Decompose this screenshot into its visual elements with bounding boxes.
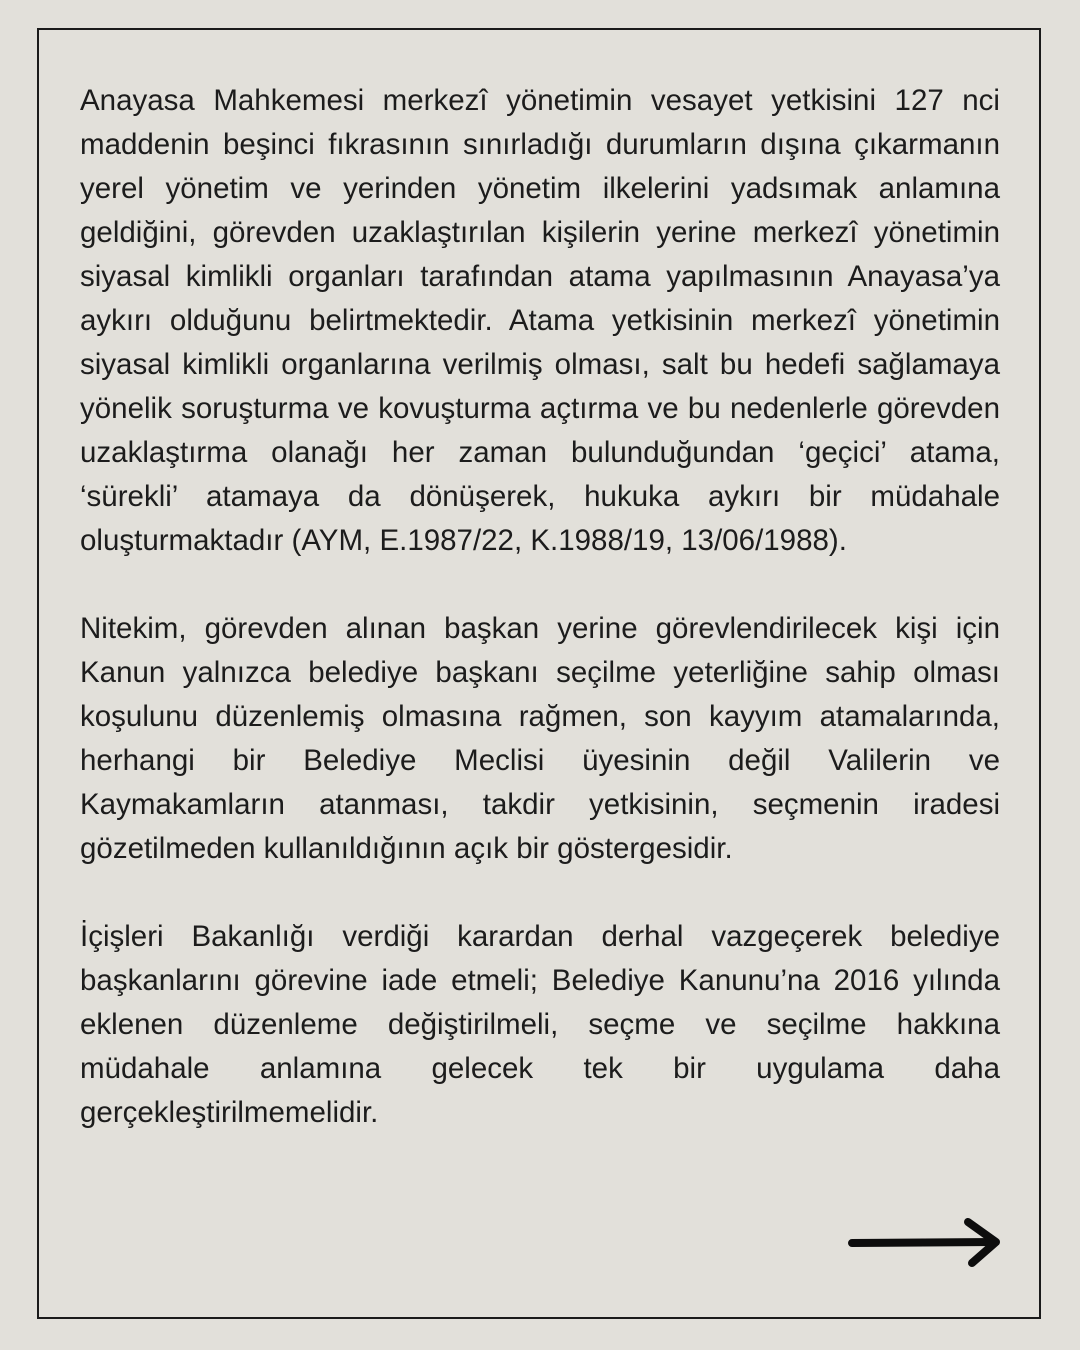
paragraph-trustee-appointments: Nitekim, görevden alınan başkan yerine görevlendirilecek kişi için Kanun yalnızca belediye başkanı seçilme yeterliğine sahip olması koşulunu düzenlemiş olmasına rağmen, son kayyım atamalarında, herhangi bir Belediye Meclisi üyesinin değil Valilerin ve Kaymakamların atanması, takdir yetkisinin, seçmenin iradesi gözetilmeden kullanıldığının açık bir göstergesidir. <box>80 612 1000 865</box>
arrow-right-icon[interactable] <box>846 1214 1006 1270</box>
paragraph-constitutional-court: Anayasa Mahkemesi merkezî yönetimin vesayet yetkisini 127 nci maddenin beşinci fıkrasının sınırladığı durumların dışına çıkarmanın yerel yönetim ve yerinden yönetim ilkelerini yadsımak anlamına geldiğini, görevden uzaklaştırılan kişilerin yerine merkezî yönetimin siyasal kimlikli organları tarafından atama yapılmasının Anayasa’ya aykırı olduğunu belirtmektedir. Atama yetkisinin merkezî yönetimin siyasal kimlikli organlarına verilmiş olması, salt bu hedefi sağlamaya yönelik soruşturma ve kovuşturma açtırma ve bu nedenlerle görevden uzaklaştırma olanağı her zaman bulunduğundan ‘geçici’ atama, ‘sürekli’ atamaya da dönüşerek, hukuka aykırı bir müdahale oluşturmaktadır (AYM, E.1987/22, K.1988/19, 13/06/1988). <box>80 84 1000 557</box>
document-body <box>80 79 1000 1135</box>
paragraph-demand: İçişleri Bakanlığı verdiği karardan derhal vazgeçerek belediye başkanlarını görevine iade etmeli; Belediye Kanunu’na 2016 yılında eklenen düzenleme değiştirilmeli, seçme ve seçilme hakkına müdahale anlamına gelecek tek bir uygulama daha gerçekleştirilmemelidir. <box>80 920 1000 1129</box>
